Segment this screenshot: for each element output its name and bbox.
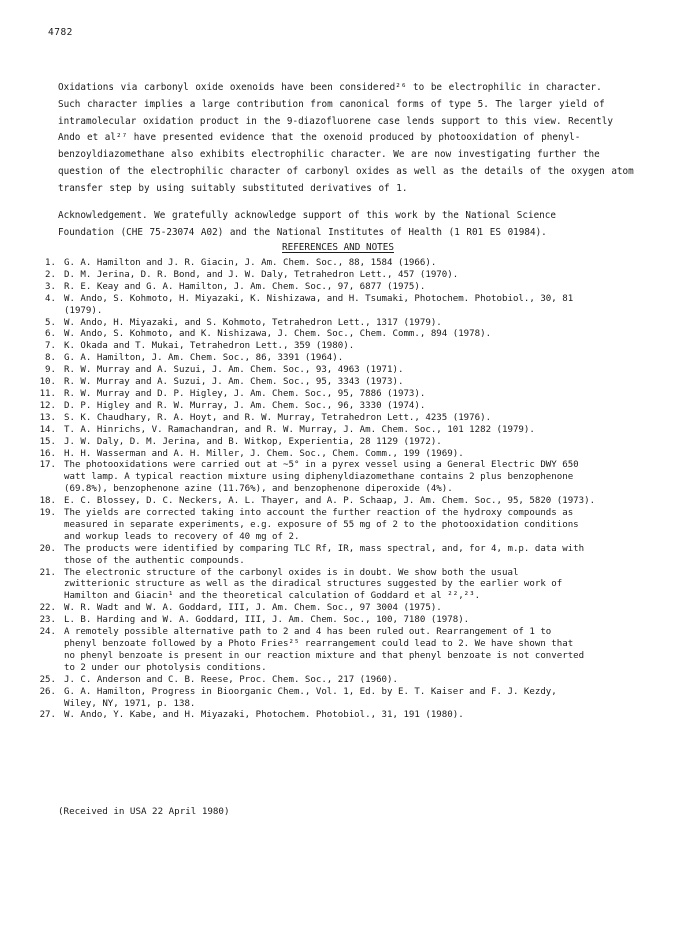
reference-text: E. C. Blossey, D. C. Neckers, A. L. Thayer, and A. P. Schaap, J. Am. Chem. Soc., 95, 5820 (1973). xyxy=(64,496,596,507)
reference-text: W. Ando, H. Miyazaki, and S. Kohmoto, Tetrahedron Lett., 1317 (1979). xyxy=(64,317,442,328)
reference-text: K. Okada and T. Mukai, Tetrahedron Lett., 359 (1980). xyxy=(64,341,355,352)
reference-item xyxy=(26,437,646,449)
reference-number: 16. xyxy=(39,448,56,459)
reference-item xyxy=(26,401,646,413)
reference-text: The products were identified by comparing TLC Rf, IR, mass spectral, and, for 4, m.p. data with those of the authentic compounds. xyxy=(64,543,585,566)
reference-text: R. E. Keay and G. A. Hamilton, J. Am. Chem. Soc., 97, 6877 (1975). xyxy=(64,281,426,292)
reference-text: G. A. Hamilton and J. R. Giacin, J. Am. Chem. Soc., 88, 1584 (1966). xyxy=(64,258,437,268)
reference-item xyxy=(26,318,646,330)
reference-item xyxy=(26,508,646,544)
reference-number: 22. xyxy=(39,603,56,614)
reference-item xyxy=(26,270,646,282)
reference-text: G. A. Hamilton, Progress in Bioorganic Chem., Vol. 1, Ed. by E. T. Kaiser and F. J. Kezdy, Wiley, NY, 1971, p. 138. xyxy=(64,686,557,709)
reference-text: R. W. Murray and A. Suzui, J. Am. Chem. Soc., 93, 4963 (1971). xyxy=(64,365,404,376)
reference-text: R. W. Murray and D. P. Higley, J. Am. Chem. Soc., 95, 7886 (1973). xyxy=(64,388,426,399)
reference-text: H. H. Wasserman and A. H. Miller, J. Chem. Soc., Chem. Comm., 199 (1969). xyxy=(64,448,464,459)
reference-number: 9. xyxy=(45,365,56,376)
reference-number: 10. xyxy=(39,377,56,388)
reference-number: 26. xyxy=(39,686,56,697)
reference-number: 18. xyxy=(39,496,56,507)
reference-text: W. Ando, S. Kohmoto, H. Miyazaki, K. Nishizawa, and H. Tsumaki, Photochem. Photobiol., 30, 81 (1979). xyxy=(64,293,574,316)
reference-text: J. W. Daly, D. M. Jerina, and B. Witkop, Experientia, 28 1129 (1972). xyxy=(64,436,442,447)
reference-item xyxy=(26,282,646,294)
reference-text: D. M. Jerina, D. R. Bond, and J. W. Daly, Tetrahedron Lett., 457 (1970). xyxy=(64,269,459,280)
reference-number: 5. xyxy=(45,317,56,328)
reference-item xyxy=(26,603,646,615)
reference-number: 14. xyxy=(39,424,56,435)
reference-text: G. A. Hamilton, J. Am. Chem. Soc., 86, 3391 (1964). xyxy=(64,353,344,364)
reference-item xyxy=(26,294,646,318)
reference-item xyxy=(26,353,646,365)
reference-number: 19. xyxy=(39,508,56,519)
reference-item xyxy=(26,389,646,401)
reference-text: L. B. Harding and W. A. Goddard, III, J. Am. Chem. Soc., 100, 7180 (1978). xyxy=(64,615,470,626)
reference-number: 17. xyxy=(39,460,56,471)
reference-number: 12. xyxy=(39,400,56,411)
reference-text: R. W. Murray and A. Suzui, J. Am. Chem. Soc., 95, 3343 (1973). xyxy=(64,377,404,388)
reference-item xyxy=(26,329,646,341)
received-date: (Received in USA 22 April 1980) xyxy=(58,806,230,817)
reference-item xyxy=(26,496,646,508)
reference-number: 8. xyxy=(45,353,56,364)
reference-item xyxy=(26,615,646,627)
reference-number: 3. xyxy=(45,281,56,292)
reference-number: 27. xyxy=(39,710,56,721)
reference-number: 21. xyxy=(39,567,56,578)
reference-number: 24. xyxy=(39,627,56,638)
reference-item xyxy=(26,449,646,461)
reference-text: A remotely possible alternative path to 2 and 4 has been ruled out. Rearrangement of 1 to phenyl benzoate followed by a Photo Fries²⁵ rearrangement could lead to 2. We have shown that no phenyl benzoate is present in our reaction mixture and that phenyl benzoate is not converted to 2 under our photolysis conditions. xyxy=(64,627,585,673)
reference-item xyxy=(26,460,646,496)
reference-text: W. R. Wadt and W. A. Goddard, III, J. Am. Chem. Soc., 97 3004 (1975). xyxy=(64,603,442,614)
reference-number: 25. xyxy=(39,674,56,685)
reference-text: W. Ando, Y. Kabe, and H. Miyazaki, Photochem. Photobiol., 31, 191 (1980). xyxy=(64,710,464,721)
reference-number: 20. xyxy=(39,543,56,554)
reference-number: 6. xyxy=(45,329,56,340)
reference-text: The electronic structure of the carbonyl oxides is in doubt. We show both the usual zwitterionic structure as well as the diradical structures suggested by the earlier work of Hamilton and Giacin¹ and the theoretical calculation of Goddard et al ²²,²³. xyxy=(64,567,563,602)
reference-item xyxy=(26,627,646,675)
reference-item xyxy=(26,365,646,377)
reference-number: 1. xyxy=(45,258,56,268)
reference-item xyxy=(26,341,646,353)
reference-number: 11. xyxy=(39,388,56,399)
reference-text: The photooxidations were carried out at ~5° in a pyrex vessel using a General Electric DWY 650 watt lamp. A typical reaction mixture using diphenyldiazomethane contains 2 plus benzophenone (69.8%), benzophenone azine (11.76%), and benzophenone diperoxide (4%). xyxy=(64,460,579,495)
references-heading: REFERENCES AND NOTES xyxy=(282,242,394,253)
reference-item xyxy=(26,687,646,711)
reference-number: 2. xyxy=(45,269,56,280)
references-list xyxy=(26,258,646,722)
reference-number: 23. xyxy=(39,615,56,626)
page-number: 4782 xyxy=(48,27,73,38)
reference-number: 7. xyxy=(45,341,56,352)
reference-item xyxy=(26,544,646,568)
reference-item xyxy=(26,568,646,604)
reference-text: The yields are corrected taking into account the further reaction of the hydroxy compounds as measured in separate experiments, e.g. exposure of 55 mg of 2 to the photooxidation conditions and workup leads to recovery of 40 mg of 2. xyxy=(64,508,579,542)
reference-text: W. Ando, S. Kohmoto, and K. Nishizawa, J. Chem. Soc., Chem. Comm., 894 (1978). xyxy=(64,329,492,340)
reference-item xyxy=(26,710,646,722)
reference-text: S. K. Chaudhary, R. A. Hoyt, and R. W. Murray, Tetrahedron Lett., 4235 (1976). xyxy=(64,412,492,423)
reference-number: 15. xyxy=(39,436,56,447)
reference-item xyxy=(26,675,646,687)
reference-item xyxy=(26,413,646,425)
reference-item xyxy=(26,377,646,389)
reference-number: 4. xyxy=(45,293,56,304)
reference-text: D. P. Higley and R. W. Murray, J. Am. Chem. Soc., 96, 3330 (1974). xyxy=(64,400,426,411)
acknowledgement-paragraph: Acknowledgement. We gratefully acknowledge support of this work by the National Science Foundation (CHE 75-23074 A02) and the National Institutes of Health (1 R01 ES 01984). xyxy=(58,210,556,238)
body-paragraph-oxidations: Oxidations via carbonyl oxide oxenoids have been considered²⁶ to be electrophilic in character. Such character implies a large contribution from canonical forms of type 5. The larger yield of intramolecular oxidation product in the 9-diazofluorene case lends support to this view. Recently Ando et al²⁷ have presented evidence that the oxenoid produced by photooxidation of phenyl- benzoyldiazomethane also exhibits electrophilic character. We are now investigating further the question of the electrophilic character of carbonyl oxides as well as the details of the oxygen atom transfer step by using suitably substituted derivatives of 1. xyxy=(58,82,634,194)
reference-item xyxy=(26,258,646,270)
reference-text: J. C. Anderson and C. B. Reese, Proc. Chem. Soc., 217 (1960). xyxy=(64,674,398,685)
reference-number: 13. xyxy=(39,412,56,423)
reference-item xyxy=(26,425,646,437)
reference-text: T. A. Hinrichs, V. Ramachandran, and R. W. Murray, J. Am. Chem. Soc., 101 1282 (1979). xyxy=(64,424,535,435)
